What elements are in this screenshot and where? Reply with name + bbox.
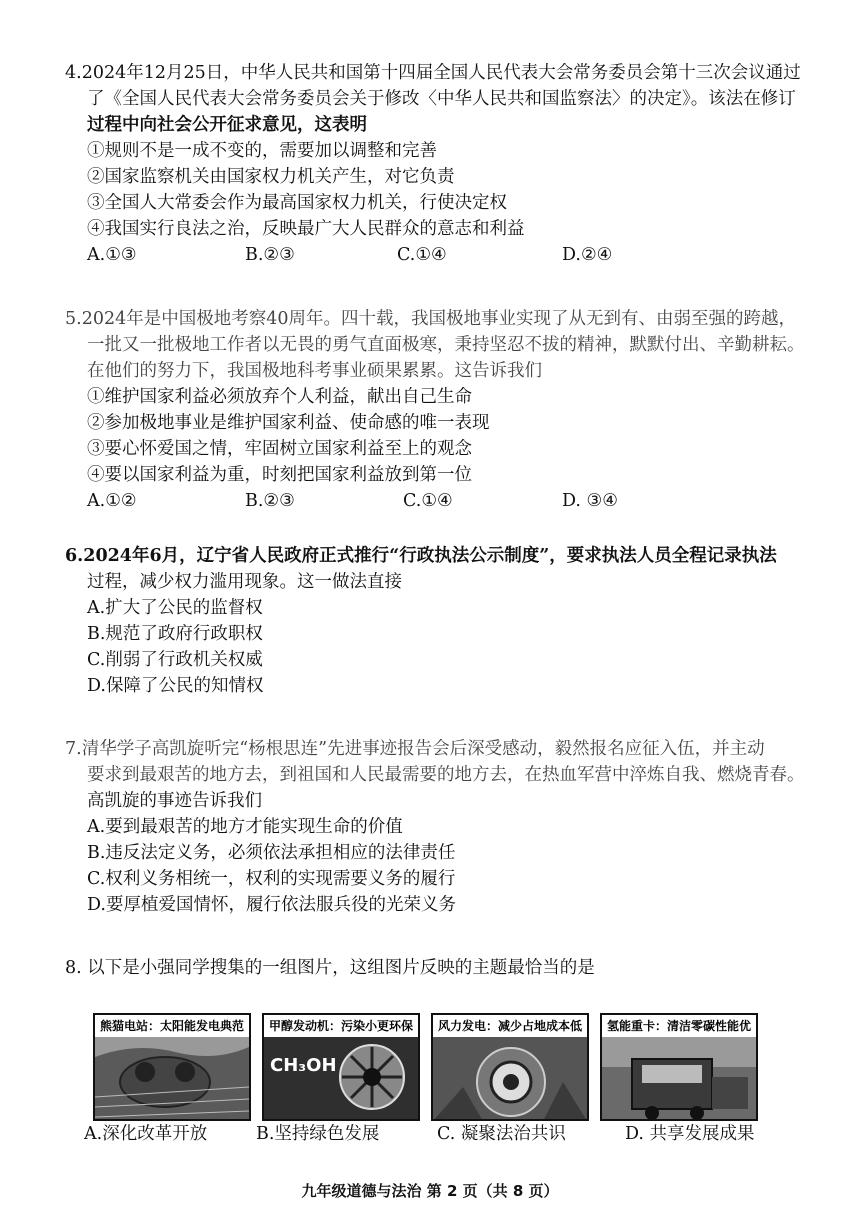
question-4-option-d[interactable]: D.②④ (562, 245, 613, 265)
question-6-option-b[interactable]: B.规范了政府行政职权 (87, 624, 263, 644)
question-7-option-d[interactable]: D.要厚植爱国情怀，履行依法服兵役的光荣义务 (87, 895, 456, 915)
question-4 (65, 60, 810, 268)
question-4-stem-line-1: 4.2024年12月25日，中华人民共和国第十四届全国人民代表大会常务委员会第十三次会议通过 (65, 63, 801, 83)
question-6-option-a[interactable]: A.扩大了公民的监督权 (87, 598, 263, 618)
question-5-stem-line-2: 一批又一批极地工作者以无畏的勇气直面极寒，秉持坚忍不拔的精神，默默付出、辛勤耕耘。 (87, 335, 805, 355)
question-6-stem-line-2: 过程，减少权力滥用现象。这一做法直接 (87, 572, 402, 592)
methanol-engine-photo-icon (262, 1013, 420, 1121)
question-8-option-a[interactable]: A.深化改革开放 (84, 1124, 208, 1144)
question-5-stem-line-1: 5.2024年是中国极地考察40周年。四十载，我国极地事业实现了从无到有、由弱至强的跨越， (65, 309, 796, 329)
question-4-item-3: ③全国人大常委会作为最高国家权力机关，行使决定权 (87, 193, 507, 213)
question-4-item-2: ②国家监察机关由国家权力机关产生，对它负责 (87, 167, 455, 187)
question-5-item-3: ③要心怀爱国之情，牢固树立国家利益至上的观念 (87, 439, 472, 459)
question-4-options (65, 242, 810, 268)
question-5-option-a[interactable]: A.①② (87, 491, 137, 511)
question-8-option-c[interactable]: C. 凝聚法治共识 (437, 1124, 566, 1144)
question-4-item-4: ④我国实行良法之治，反映最广大人民群众的意志和利益 (87, 219, 525, 239)
question-4-stem-line-3: 过程中向社会公开征求意见，这表明 (87, 115, 367, 135)
question-7-stem-line-1: 7.清华学子高凯旋听完“杨根思连”先进事迹报告会后深受感动，毅然报名应征入伍，并主动 (65, 739, 765, 759)
picture-3-caption: 风力发电：减少占地成本低 (433, 1015, 587, 1038)
question-4-stem-line-2: 了《全国人民代表大会常务委员会关于修改〈中华人民共和国监察法〉的决定》。该法在修订 (87, 89, 796, 109)
picture-2-overlay-text: CH₃OH (270, 1055, 337, 1076)
question-6 (65, 543, 810, 699)
picture-2-caption: 甲醇发动机：污染小更环保 (264, 1015, 418, 1038)
question-5-option-b[interactable]: B.②③ (245, 491, 295, 511)
question-5-option-c[interactable]: C.①④ (403, 491, 453, 511)
question-5-option-d[interactable]: D. ③④ (562, 491, 618, 511)
solar-panda-plant-photo-icon (93, 1013, 251, 1121)
question-6-stem-line-1: 6.2024年6月，辽宁省人民政府正式推行“行政执法公示制度”，要求执法人员全程记录执法 (65, 546, 777, 566)
question-7-stem-line-3: 高凯旋的事迹告诉我们 (87, 791, 262, 811)
question-5-item-2: ②参加极地事业是维护国家利益、使命感的唯一表现 (87, 413, 490, 433)
question-5-stem-line-3: 在他们的努力下，我国极地科考事业硕果累累。这告诉我们 (87, 361, 542, 381)
question-8 (65, 955, 810, 981)
question-8-picture-row (93, 1013, 763, 1123)
question-7 (65, 736, 810, 918)
question-8-stem: 8. 以下是小强同学搜集的一组图片，这组图片反映的主题最恰当的是 (65, 958, 595, 978)
question-7-option-c[interactable]: C.权利义务相统一，权利的实现需要义务的履行 (87, 869, 456, 889)
question-4-item-1: ①规则不是一成不变的，需要加以调整和完善 (87, 141, 437, 161)
question-7-option-a[interactable]: A.要到最艰苦的地方才能实现生命的价值 (87, 817, 403, 837)
question-6-option-d[interactable]: D.保障了公民的知情权 (87, 676, 264, 696)
question-4-option-a[interactable]: A.①③ (87, 245, 137, 265)
question-5-item-1: ①维护国家利益必须放弃个人利益，献出自己生命 (87, 387, 472, 407)
question-5-item-4: ④要以国家利益为重，时刻把国家利益放到第一位 (87, 465, 472, 485)
question-7-stem-line-2: 要求到最艰苦的地方去，到祖国和人民最需要的地方去，在热血军营中淬炼自我、燃烧青春。 (87, 765, 805, 785)
wind-turbine-photo-icon (431, 1013, 589, 1121)
question-5 (65, 306, 810, 514)
picture-4-caption: 氢能重卡：清洁零碳性能优 (602, 1015, 756, 1038)
question-4-option-c[interactable]: C.①④ (397, 245, 447, 265)
question-8-option-b[interactable]: B.坚持绿色发展 (256, 1124, 380, 1144)
picture-1-caption: 熊猫电站：太阳能发电典范 (95, 1015, 249, 1038)
question-6-option-c[interactable]: C.削弱了行政机关权威 (87, 650, 263, 670)
question-7-option-b[interactable]: B.违反法定义务，必须依法承担相应的法律责任 (87, 843, 456, 863)
hydrogen-truck-photo-icon (600, 1013, 758, 1121)
question-4-option-b[interactable]: B.②③ (245, 245, 295, 265)
question-5-options (65, 488, 810, 514)
page-footer: 九年级道德与法治 第 2 页（共 8 页） (301, 1182, 559, 1200)
question-8-option-d[interactable]: D. 共享发展成果 (625, 1124, 755, 1144)
